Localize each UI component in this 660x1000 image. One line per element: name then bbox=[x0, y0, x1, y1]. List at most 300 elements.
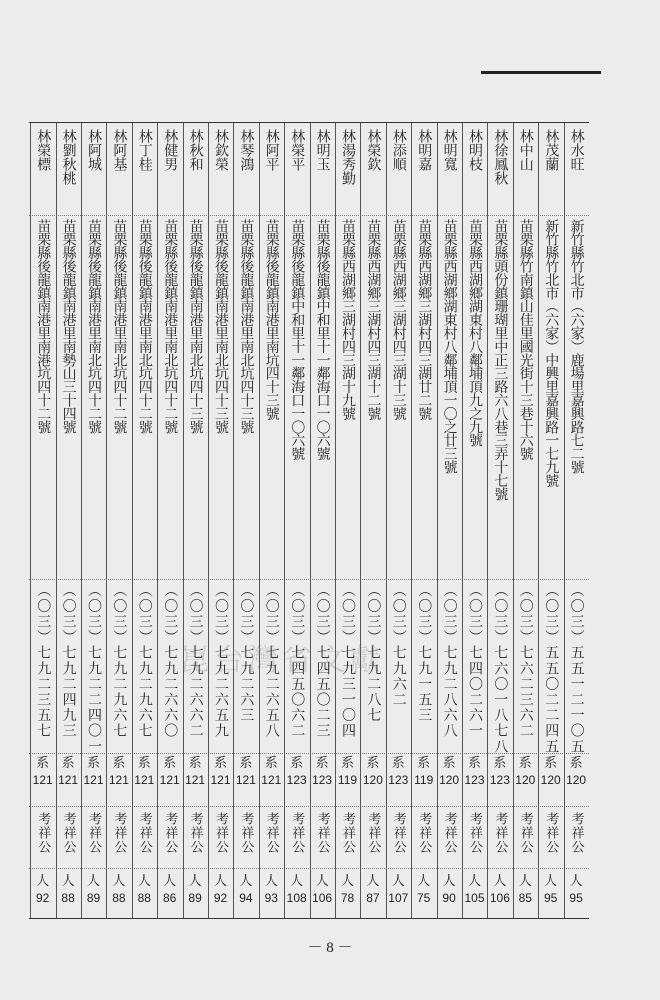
generation-number: 121 bbox=[32, 773, 53, 787]
member-address-text: 苗栗縣後龍鎮南港里南勢山三十四號 bbox=[60, 219, 77, 434]
member-name-text: 林健男 bbox=[162, 129, 179, 171]
count-number: 95 bbox=[569, 891, 583, 905]
count-number: 89 bbox=[86, 891, 101, 905]
entry-column bbox=[132, 123, 157, 918]
count-number: 86 bbox=[163, 891, 177, 905]
ancestor-branch-text: 考祥公 bbox=[238, 812, 254, 854]
entry-column bbox=[513, 123, 538, 918]
column-rule bbox=[462, 123, 463, 918]
member-name bbox=[335, 123, 360, 219]
member-address bbox=[259, 219, 284, 574]
ancestor-branch-text: 考祥公 bbox=[416, 812, 432, 854]
member-address bbox=[513, 219, 538, 574]
member-address bbox=[183, 219, 208, 574]
household-count-cell bbox=[81, 874, 106, 914]
generation-number: 123 bbox=[489, 773, 510, 787]
ancestor-branch-text: 考祥公 bbox=[111, 812, 127, 854]
ancestor-branch bbox=[157, 812, 182, 864]
header-rule bbox=[481, 71, 601, 74]
member-phone bbox=[183, 583, 208, 749]
generation-cell bbox=[233, 756, 258, 800]
member-name bbox=[564, 123, 589, 219]
count-prefix: 人 bbox=[493, 874, 507, 889]
member-name bbox=[538, 123, 563, 219]
member-address-text: 苗栗縣西湖鄉三湖村四三湖廿二號 bbox=[416, 219, 433, 421]
column-rule bbox=[30, 123, 31, 918]
member-phone bbox=[487, 583, 512, 755]
member-name bbox=[157, 123, 182, 219]
member-phone bbox=[30, 583, 55, 749]
household-count-cell bbox=[335, 874, 360, 914]
ancestor-branch bbox=[310, 812, 335, 864]
entry-column bbox=[487, 123, 512, 918]
ancestor-branch bbox=[208, 812, 233, 864]
entry-column bbox=[183, 123, 208, 918]
generation-number: 119 bbox=[414, 773, 434, 787]
member-phone-text: （〇三）七九六二 bbox=[390, 583, 407, 708]
count-prefix: 人 bbox=[112, 874, 126, 889]
generation-prefix: 系 bbox=[163, 756, 177, 771]
member-address bbox=[310, 219, 335, 574]
count-number: 88 bbox=[112, 891, 126, 905]
member-address bbox=[564, 219, 589, 574]
member-address-text: 苗栗縣後龍鎮南港里南北坑四十三號 bbox=[187, 219, 204, 434]
ancestor-branch bbox=[259, 812, 284, 864]
column-rule bbox=[233, 123, 234, 918]
entry-column bbox=[437, 123, 462, 918]
member-phone bbox=[81, 583, 106, 755]
entry-column bbox=[106, 123, 131, 918]
member-phone-text: （〇三）七四五〇六二 bbox=[289, 583, 306, 739]
count-number: 94 bbox=[239, 891, 253, 905]
member-address-text: 苗栗縣西湖鄉三湖村四三湖十三號 bbox=[390, 219, 407, 421]
member-phone bbox=[538, 583, 563, 755]
member-address-text: 苗栗縣後龍鎮南港里南坑四十三號 bbox=[263, 219, 280, 421]
generation-number: 123 bbox=[312, 773, 333, 787]
member-address-text: 苗栗縣西湖鄉湖東村八鄰埔頂九之九號 bbox=[467, 219, 483, 447]
member-address bbox=[30, 219, 55, 574]
household-count-cell bbox=[386, 874, 411, 914]
generation-number: 121 bbox=[83, 773, 104, 787]
member-name bbox=[513, 123, 538, 219]
ancestor-branch bbox=[462, 812, 487, 864]
column-rule bbox=[335, 123, 336, 918]
ancestor-branch bbox=[487, 812, 512, 864]
member-phone-text: （〇三）七九二四九三 bbox=[60, 583, 77, 739]
member-phone-text: （〇三）七六〇一八七八 bbox=[492, 583, 509, 755]
household-count-cell bbox=[564, 874, 589, 914]
member-name-text: 林秋和 bbox=[187, 129, 204, 171]
member-name-text: 林茂蘭 bbox=[543, 129, 560, 171]
count-prefix: 人 bbox=[569, 874, 583, 889]
ancestor-branch-text: 考祥公 bbox=[390, 812, 406, 854]
watermark-text: 崑台灣省文獻 bbox=[180, 643, 384, 678]
ancestor-branch bbox=[360, 812, 385, 864]
member-name bbox=[284, 123, 309, 219]
generation-cell bbox=[106, 756, 131, 800]
generation-cell bbox=[81, 756, 106, 800]
page-number: － 8 － bbox=[307, 940, 353, 956]
count-number: 90 bbox=[442, 891, 456, 905]
household-count-cell bbox=[106, 874, 131, 914]
member-address bbox=[106, 219, 131, 574]
member-phone bbox=[310, 583, 335, 749]
member-name-text: 林榮欽 bbox=[365, 129, 382, 171]
generation-prefix: 系 bbox=[188, 756, 202, 771]
generation-cell bbox=[310, 756, 335, 800]
ancestor-branch bbox=[233, 812, 258, 864]
member-phone-text: （〇三）七九二八七 bbox=[365, 583, 382, 724]
column-rule bbox=[487, 123, 488, 918]
member-name bbox=[132, 123, 157, 219]
generation-cell bbox=[437, 756, 462, 800]
entry-column bbox=[30, 123, 55, 918]
member-address bbox=[132, 219, 157, 574]
member-address bbox=[81, 219, 106, 574]
member-name-text: 林阿基 bbox=[111, 129, 128, 171]
ancestor-branch bbox=[30, 812, 55, 864]
member-address bbox=[462, 219, 487, 574]
column-rule bbox=[513, 123, 514, 918]
member-phone-text: （〇三）七九二六五八 bbox=[263, 583, 280, 739]
member-address-text: 苗栗縣後龍鎮南港里南北坑四十二號 bbox=[111, 219, 128, 434]
household-count-cell bbox=[360, 874, 385, 914]
count-prefix: 人 bbox=[315, 874, 329, 889]
entry-column bbox=[157, 123, 182, 918]
member-name bbox=[233, 123, 258, 219]
generation-number: 123 bbox=[388, 773, 409, 787]
entry-column bbox=[411, 123, 436, 918]
count-prefix: 人 bbox=[290, 874, 304, 889]
household-count-cell bbox=[157, 874, 182, 914]
generation-prefix: 系 bbox=[493, 756, 507, 771]
member-name bbox=[183, 123, 208, 219]
ancestor-branch bbox=[132, 812, 157, 864]
member-phone bbox=[56, 583, 81, 749]
member-address bbox=[208, 219, 233, 574]
member-address bbox=[157, 219, 182, 574]
member-name bbox=[106, 123, 131, 219]
member-name bbox=[462, 123, 487, 219]
entry-column bbox=[310, 123, 335, 918]
generation-prefix: 系 bbox=[544, 756, 558, 771]
member-name-text: 林欽榮 bbox=[213, 129, 229, 171]
entry-column bbox=[233, 123, 258, 918]
entry-column bbox=[386, 123, 411, 918]
member-phone-text: （〇三）七四五〇二三 bbox=[314, 583, 331, 739]
ancestor-branch-text: 考祥公 bbox=[365, 812, 381, 854]
generation-cell bbox=[513, 756, 538, 800]
member-address-text: 苗栗縣西湖鄉三湖村四三湖十二號 bbox=[365, 219, 382, 421]
ancestor-branch-text: 考祥公 bbox=[213, 812, 228, 854]
ancestor-branch-text: 考祥公 bbox=[441, 812, 457, 854]
generation-number: 120 bbox=[540, 773, 561, 787]
member-name bbox=[360, 123, 385, 219]
member-name bbox=[259, 123, 284, 219]
generation-prefix: 系 bbox=[391, 756, 405, 771]
count-prefix: 人 bbox=[213, 874, 227, 889]
member-name-text: 林阿平 bbox=[263, 129, 280, 171]
ancestor-branch bbox=[513, 812, 538, 864]
entry-column bbox=[56, 123, 81, 918]
ancestor-branch-text: 考祥公 bbox=[86, 812, 101, 854]
generation-number: 123 bbox=[286, 773, 307, 787]
household-count-cell bbox=[538, 874, 563, 914]
column-rule bbox=[437, 123, 438, 918]
household-count-cell bbox=[437, 874, 462, 914]
member-address-text: 苗栗縣後龍鎮中和里十一鄰海口一〇六號 bbox=[289, 219, 306, 461]
generation-prefix: 系 bbox=[264, 756, 278, 771]
column-rule bbox=[132, 123, 133, 918]
member-name bbox=[310, 123, 335, 219]
household-count-cell bbox=[310, 874, 335, 914]
household-count-cell bbox=[513, 874, 538, 914]
generation-prefix: 系 bbox=[417, 756, 431, 771]
member-address-text: 苗栗縣西湖鄉湖東村八鄰埔頂一〇之廿三號 bbox=[441, 219, 458, 474]
count-number: 89 bbox=[188, 891, 202, 905]
count-prefix: 人 bbox=[518, 874, 532, 889]
count-prefix: 人 bbox=[264, 874, 278, 889]
generation-cell bbox=[259, 756, 284, 800]
member-address bbox=[335, 219, 360, 574]
ancestor-branch-text: 考祥公 bbox=[60, 812, 76, 854]
ancestor-branch-text: 考祥公 bbox=[467, 812, 482, 854]
entry-column bbox=[564, 123, 589, 918]
member-address-text: 苗栗縣後龍鎮南港里南北坑四十三號 bbox=[238, 219, 255, 434]
member-name bbox=[30, 123, 55, 219]
member-phone-text: （〇三）五五一二一〇五 bbox=[568, 583, 585, 755]
member-name bbox=[411, 123, 436, 219]
generation-number: 121 bbox=[185, 773, 206, 787]
count-prefix: 人 bbox=[163, 874, 177, 889]
count-prefix: 人 bbox=[36, 874, 50, 889]
household-count-cell bbox=[462, 874, 487, 914]
member-name-text: 林徐鳳秋 bbox=[492, 129, 509, 185]
count-number: 106 bbox=[489, 891, 510, 905]
member-name-text: 林明玉 bbox=[314, 129, 331, 171]
generation-number: 123 bbox=[464, 773, 485, 787]
generation-number: 120 bbox=[439, 773, 460, 787]
ancestor-branch-text: 考祥公 bbox=[517, 812, 533, 854]
member-name-text: 林中山 bbox=[517, 129, 534, 171]
member-phone bbox=[386, 583, 411, 749]
member-name-text: 林劉秋桃 bbox=[60, 129, 77, 185]
ancestor-branch-text: 考祥公 bbox=[289, 812, 305, 854]
member-phone-text: （〇三）七九二六五九 bbox=[213, 583, 229, 739]
count-prefix: 人 bbox=[239, 874, 253, 889]
generation-prefix: 系 bbox=[239, 756, 253, 771]
member-phone bbox=[106, 583, 131, 749]
member-name bbox=[81, 123, 106, 219]
member-name bbox=[386, 123, 411, 219]
entry-column bbox=[360, 123, 385, 918]
member-phone bbox=[437, 583, 462, 749]
generation-cell bbox=[132, 756, 157, 800]
member-phone-text: （〇三）七九二九六七 bbox=[111, 583, 128, 739]
member-phone-text: （〇三）七九一五三 bbox=[416, 583, 433, 724]
member-phone-text: （〇三）七九二六六〇 bbox=[162, 583, 179, 739]
count-number: 106 bbox=[312, 891, 333, 905]
member-name-text: 林榮標 bbox=[35, 129, 52, 171]
member-name-text: 林湯秀勤 bbox=[340, 129, 356, 185]
generation-cell bbox=[183, 756, 208, 800]
member-name bbox=[56, 123, 81, 219]
generation-cell bbox=[208, 756, 233, 800]
member-phone bbox=[233, 583, 258, 749]
generation-cell bbox=[30, 756, 55, 800]
member-address bbox=[386, 219, 411, 574]
member-address-text: 新竹縣竹北市（六家）鹿場里嘉興路七二號 bbox=[568, 219, 585, 474]
member-phone-text: （〇三）七九二六三 bbox=[238, 583, 255, 724]
household-count-cell bbox=[259, 874, 284, 914]
count-number: 107 bbox=[388, 891, 409, 905]
generation-number: 121 bbox=[58, 773, 79, 787]
count-number: 92 bbox=[36, 891, 50, 905]
column-rule bbox=[183, 123, 184, 918]
generation-prefix: 系 bbox=[518, 756, 532, 771]
ancestor-branch bbox=[538, 812, 563, 864]
count-prefix: 人 bbox=[188, 874, 202, 889]
count-prefix: 人 bbox=[391, 874, 405, 889]
member-address-text: 苗栗縣後龍鎮南港里南北坑四十三號 bbox=[213, 219, 229, 434]
ancestor-branch bbox=[386, 812, 411, 864]
member-name-text: 林添順 bbox=[390, 129, 407, 171]
household-count-cell bbox=[132, 874, 157, 914]
member-phone-text: （〇三）七九二八六八 bbox=[441, 583, 458, 739]
column-rule bbox=[259, 123, 260, 918]
column-rule bbox=[538, 123, 539, 918]
member-address-text: 苗栗縣頭份鎮珊瑚里中正三路六八巷三弄十七號 bbox=[492, 219, 509, 501]
member-name bbox=[437, 123, 462, 219]
generation-number: 121 bbox=[108, 773, 129, 787]
ancestor-branch-text: 考祥公 bbox=[314, 812, 330, 854]
generation-cell bbox=[462, 756, 487, 800]
ancestor-branch bbox=[56, 812, 81, 864]
member-name-text: 林明嘉 bbox=[416, 129, 433, 171]
count-number: 105 bbox=[464, 891, 485, 905]
generation-number: 120 bbox=[566, 773, 587, 787]
column-rule bbox=[360, 123, 361, 918]
generation-cell bbox=[284, 756, 309, 800]
member-phone bbox=[259, 583, 284, 749]
generation-number: 120 bbox=[515, 773, 536, 787]
generation-prefix: 系 bbox=[442, 756, 456, 771]
column-rule bbox=[564, 123, 565, 918]
member-address-text: 苗栗縣後龍鎮中和里十一鄰海口一〇六號 bbox=[314, 219, 331, 461]
column-rule bbox=[386, 123, 387, 918]
member-phone-text: （〇三）七九二三五七 bbox=[35, 583, 52, 739]
generation-prefix: 系 bbox=[340, 756, 354, 771]
member-address bbox=[538, 219, 563, 574]
member-phone bbox=[564, 583, 589, 755]
member-name bbox=[487, 123, 512, 219]
generation-prefix: 系 bbox=[569, 756, 583, 771]
count-number: 95 bbox=[544, 891, 558, 905]
count-prefix: 人 bbox=[61, 874, 75, 889]
ancestor-branch-text: 考祥公 bbox=[543, 812, 559, 854]
generation-cell bbox=[411, 756, 436, 800]
generation-cell bbox=[487, 756, 512, 800]
member-phone bbox=[513, 583, 538, 749]
ancestor-branch bbox=[411, 812, 436, 864]
generation-number: 121 bbox=[159, 773, 180, 787]
ancestor-branch-text: 考祥公 bbox=[492, 812, 508, 854]
genealogy-table bbox=[29, 122, 589, 919]
generation-prefix: 系 bbox=[290, 756, 304, 771]
generation-prefix: 系 bbox=[86, 756, 100, 771]
member-address-text: 苗栗縣後龍鎮南港里南北坑四十二號 bbox=[86, 219, 102, 434]
member-address-text: 新竹縣竹北市（六家）中興里嘉興路一七九號 bbox=[543, 219, 560, 488]
generation-number: 120 bbox=[362, 773, 383, 787]
generation-prefix: 系 bbox=[366, 756, 380, 771]
ancestor-branch bbox=[284, 812, 309, 864]
ancestor-branch bbox=[564, 812, 589, 864]
generation-cell bbox=[56, 756, 81, 800]
member-phone-text: （〇三）七九二二四〇一 bbox=[86, 583, 102, 755]
member-address bbox=[411, 219, 436, 574]
ancestor-branch bbox=[106, 812, 131, 864]
column-rule bbox=[157, 123, 158, 918]
member-address bbox=[360, 219, 385, 574]
entry-column bbox=[208, 123, 233, 918]
generation-number: 121 bbox=[134, 773, 155, 787]
generation-prefix: 系 bbox=[315, 756, 329, 771]
column-rule bbox=[284, 123, 285, 918]
member-phone-text: （〇三）七九二六六二 bbox=[187, 583, 204, 739]
ancestor-branch-text: 考祥公 bbox=[340, 812, 355, 854]
column-rule bbox=[56, 123, 57, 918]
column-rule bbox=[106, 123, 107, 918]
ancestor-branch-text: 考祥公 bbox=[35, 812, 51, 854]
entry-column bbox=[284, 123, 309, 918]
count-number: 92 bbox=[213, 891, 228, 905]
member-name-text: 林水旺 bbox=[568, 129, 585, 171]
ancestor-branch-text: 考祥公 bbox=[263, 812, 279, 854]
ancestor-branch bbox=[183, 812, 208, 864]
household-count-cell bbox=[411, 874, 436, 914]
generation-number: 121 bbox=[235, 773, 256, 787]
member-phone bbox=[132, 583, 157, 749]
count-number: 93 bbox=[264, 891, 278, 905]
member-address bbox=[56, 219, 81, 574]
count-prefix: 人 bbox=[137, 874, 151, 889]
count-number: 85 bbox=[518, 891, 532, 905]
member-address bbox=[487, 219, 512, 574]
member-name bbox=[208, 123, 233, 219]
generation-number: 119 bbox=[337, 773, 358, 787]
count-number: 108 bbox=[286, 891, 307, 905]
ancestor-branch-text: 考祥公 bbox=[568, 812, 584, 854]
member-address bbox=[284, 219, 309, 574]
member-address-text: 苗栗縣後龍鎮南港里南北坑四十二號 bbox=[136, 219, 153, 434]
count-number: 78 bbox=[340, 891, 355, 905]
member-address bbox=[437, 219, 462, 574]
count-prefix: 人 bbox=[544, 874, 558, 889]
generation-cell bbox=[335, 756, 360, 800]
count-number: 88 bbox=[61, 891, 75, 905]
column-rule bbox=[208, 123, 209, 918]
member-phone-text: （〇三）七九三一〇四 bbox=[340, 583, 356, 739]
count-prefix: 人 bbox=[86, 874, 100, 889]
entry-column bbox=[335, 123, 360, 918]
member-address-text: 苗栗縣西湖鄉三湖村四三湖十九號 bbox=[340, 219, 356, 421]
member-name-text: 林明枝 bbox=[467, 129, 483, 171]
member-phone-text: （〇三）七四〇二六一 bbox=[467, 583, 483, 739]
generation-prefix: 系 bbox=[213, 756, 227, 771]
generation-cell bbox=[360, 756, 385, 800]
household-count-cell bbox=[56, 874, 81, 914]
member-address bbox=[233, 219, 258, 574]
